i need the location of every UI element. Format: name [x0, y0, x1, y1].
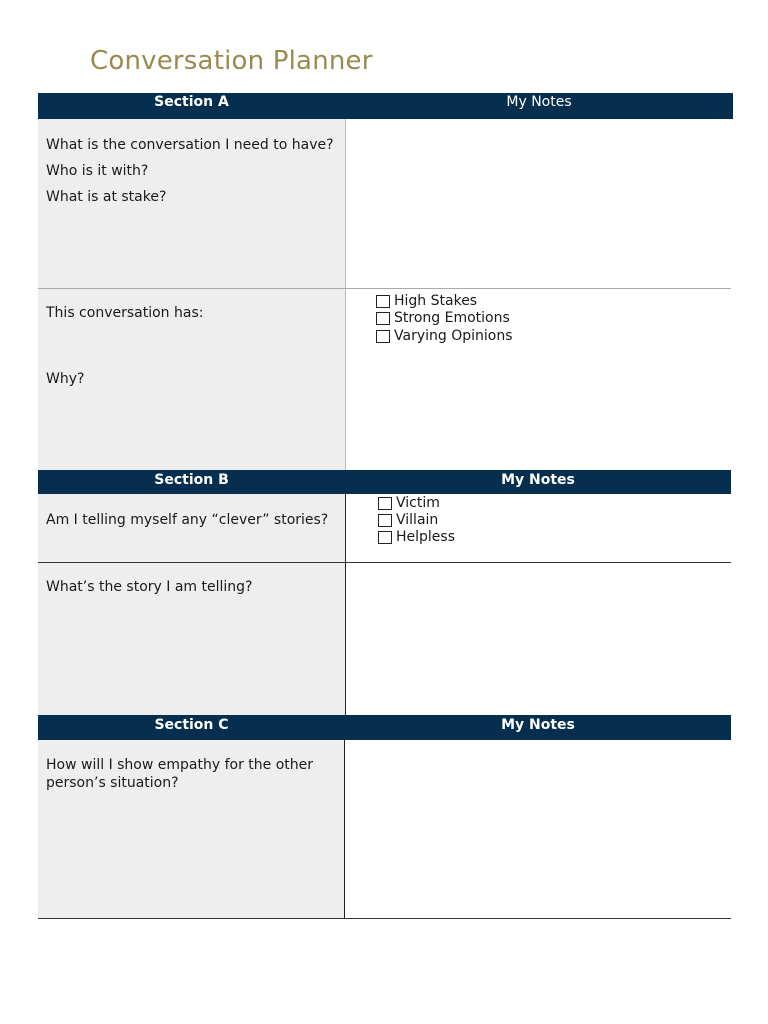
- checkbox-helpless[interactable]: [378, 529, 455, 546]
- question-story-telling: What’s the story I am telling?: [46, 579, 253, 595]
- divider: [344, 740, 345, 918]
- section-b-label: Section B: [154, 472, 229, 488]
- section-a-label: Section A: [154, 94, 229, 110]
- question-who: Who is it with?: [46, 163, 149, 179]
- checkbox-villain[interactable]: [378, 512, 438, 529]
- section-b-header: [38, 470, 345, 494]
- checkbox-high-stakes[interactable]: [376, 293, 477, 310]
- section-c-notes-header: [345, 715, 731, 740]
- divider: [38, 288, 731, 289]
- checkbox-label: Victim: [396, 495, 440, 511]
- question-clever-stories: Am I telling myself any “clever” stories?: [46, 512, 329, 528]
- checkbox-victim[interactable]: [378, 495, 440, 512]
- checkbox-label: High Stakes: [394, 293, 478, 309]
- question-empathy-line1: How will I show empathy for the other: [46, 757, 314, 773]
- checkbox-label: Varying Opinions: [394, 328, 513, 344]
- question-has: This conversation has:: [46, 305, 204, 321]
- divider: [345, 119, 346, 470]
- divider: [345, 494, 346, 715]
- divider: [38, 562, 731, 563]
- checkbox-varying-opinions[interactable]: [376, 328, 513, 345]
- section-c-notes-label: My Notes: [501, 717, 575, 733]
- checkbox-label: Villain: [396, 512, 439, 528]
- section-a-notes-header: [345, 93, 733, 119]
- checkbox-box[interactable]: [376, 312, 390, 325]
- section-b-notes-cell-2[interactable]: [345, 563, 731, 715]
- page-title: Conversation Planner: [90, 46, 373, 76]
- section-b-notes-header: [345, 470, 731, 494]
- checkbox-box[interactable]: [378, 497, 392, 510]
- section-a-header: [38, 93, 345, 119]
- section-c-label: Section C: [154, 717, 229, 733]
- checkbox-box[interactable]: [376, 295, 390, 308]
- section-c-notes-cell[interactable]: [345, 740, 731, 918]
- checkbox-label: Strong Emotions: [394, 310, 510, 326]
- checkbox-strong-emotions[interactable]: [376, 310, 510, 327]
- section-a-notes-cell-1[interactable]: [345, 119, 731, 288]
- checkbox-box[interactable]: [378, 514, 392, 527]
- section-c-header: [38, 715, 345, 740]
- question-why: Why?: [46, 371, 85, 387]
- divider: [38, 918, 731, 919]
- question-empathy-line2: person’s situation?: [46, 775, 179, 791]
- checkbox-label: Helpless: [396, 529, 456, 545]
- section-a-notes-label: My Notes: [506, 94, 572, 110]
- checkbox-box[interactable]: [378, 531, 392, 544]
- checkbox-box[interactable]: [376, 330, 390, 343]
- question-stake: What is at stake?: [46, 189, 167, 205]
- question-conversation: What is the conversation I need to have?: [46, 137, 334, 153]
- section-b-notes-label: My Notes: [501, 472, 575, 488]
